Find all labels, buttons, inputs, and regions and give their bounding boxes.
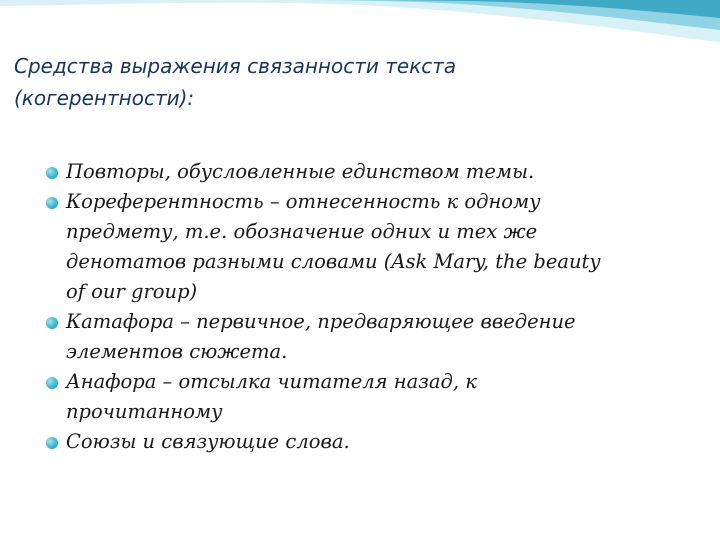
bullet-text: Катафора – первичное, предваряющее введение	[66, 310, 576, 333]
bullet-text: элементов сюжета.	[66, 340, 288, 363]
bullet-dot-icon	[46, 197, 58, 209]
bullet-dot-icon	[46, 377, 58, 389]
bullet-dot-icon	[46, 317, 58, 329]
bullet-dot-icon	[46, 437, 58, 449]
bullet-text: денотатов разными словами (Ask Mary, the beauty	[66, 250, 601, 273]
bullet-text: Анафора – отсылка читателя назад, к	[66, 370, 477, 393]
slide-title	[14, 50, 694, 114]
bullet-item	[46, 187, 696, 307]
bullet-text: Союзы и связующие слова.	[66, 430, 350, 453]
bullet-item	[46, 427, 696, 457]
bullet-text: Кореферентность – отнесенность к одному	[66, 190, 541, 213]
bullet-item	[46, 367, 696, 427]
bullet-text: предмету, т.е. обозначение одних и тех же	[66, 220, 538, 243]
bullet-item	[46, 307, 696, 367]
bullet-text: of our group)	[66, 280, 198, 303]
bullet-text: Повторы, обусловленные единством темы.	[66, 160, 535, 183]
title-line: Средства выражения связанности текста	[14, 54, 457, 78]
bullet-list	[46, 157, 696, 457]
bullet-dot-icon	[46, 167, 58, 179]
title-line: (когерентности):	[14, 86, 195, 110]
bullet-text: прочитанному	[66, 400, 223, 423]
bullet-item	[46, 157, 696, 187]
